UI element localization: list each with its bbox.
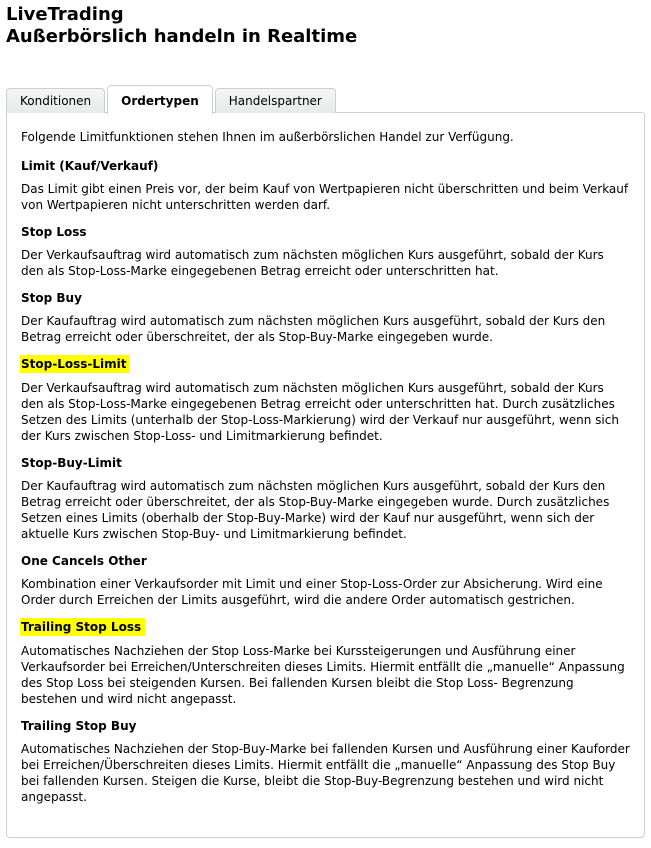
section-title: Stop Buy (21, 291, 82, 305)
section-title: One Cancels Other (21, 554, 147, 568)
section-stop-loss (21, 221, 630, 279)
section-stop-buy (21, 287, 630, 345)
section-trailing-stop-loss (21, 616, 630, 707)
section-limit (21, 155, 630, 213)
section-title: Stop-Buy-Limit (21, 456, 122, 470)
section-title-highlighted: Trailing Stop Loss (20, 618, 145, 636)
intro-text: Folgende Limitfunktionen stehen Ihnen im außerbörslichen Handel zur Verfügung. (21, 130, 514, 144)
tab-panel-ordertypen (6, 112, 645, 838)
section-text: Automatisches Nachziehen der Stop Loss-Marke bei Kurssteigerungen und Ausführung einer Verkaufsorder bei Erreichen/Unterschreiten dieses Limits. Hiermit entfällt die „manuelle“ Anpassung des Stop Loss bei steigenden Kursen. Bei fallenden Kursen bleibt die Stop Loss- Begrenzung bestehen und wird nicht angepasst. (21, 644, 625, 706)
section-text: Das Limit gibt einen Preis vor, der beim Kauf von Wertpapieren nicht überschritten und beim Verkauf von Wertpapieren nicht unterschritten werden darf. (21, 182, 629, 212)
page-title-line1: LiveTrading (6, 4, 124, 25)
section-text: Kombination einer Verkaufsorder mit Limit und einer Stop-Loss-Order zur Absicherung. Wird eine Order durch Erreichen der Limits ausgeführt, wird die andere Order automatisch gestrichen. (21, 577, 603, 607)
page-title (6, 4, 357, 48)
section-title: Stop Loss (21, 225, 87, 239)
section-text: Der Kaufauftrag wird automatisch zum nächsten möglichen Kurs ausgeführt, sobald der Kurs den Betrag erreicht oder überschreitet, der als Stop-Buy-Marke eingegeben wurde. Durch zusätzliches Setzen eines Limits (oberhalb der Stop-Buy-Marke) wird der Kauf nur ausgeführt, wenn sich der aktuelle Kurs zwischen Stop-Buy- und Limitmarkierung befindet. (21, 479, 610, 541)
tab-konditionen[interactable]: Konditionen (6, 88, 105, 113)
tab-bar (6, 84, 338, 113)
section-text: Automatisches Nachziehen der Stop-Buy-Marke bei fallenden Kursen und Ausführung einer Kauforder bei Erreichen/Überschreiten dieses Limits. Hiermit entfällt die „manuelle“ Anpassung des Stop Buy bei fallenden Kursen. Steigen die Kurse, bleibt die Stop-Buy-Begrenzung bestehen und wird nicht angepasst. (21, 742, 630, 804)
section-title: Trailing Stop Buy (21, 719, 137, 733)
section-text: Der Verkaufsauftrag wird automatisch zum nächsten möglichen Kurs ausgeführt, sobald der Kurs den als Stop-Loss-Marke eingegebenen Betrag erreicht oder unterschritten hat. (21, 248, 604, 278)
section-text: Der Kaufauftrag wird automatisch zum nächsten möglichen Kurs ausgeführt, sobald der Kurs den Betrag erreicht oder überschreitet, der als Stop-Buy-Marke eingegeben wurde. (21, 314, 606, 344)
section-one-cancels-other (21, 550, 630, 608)
page-title-line2: Außerbörslich handeln in Realtime (6, 26, 358, 47)
section-text: Der Verkaufsauftrag wird automatisch zum nächsten möglichen Kurs ausgeführt, sobald der Kurs den als Stop-Loss-Marke eingegebenen Betrag erreicht oder unterschritten hat. Durch zusätzliches Setzen des Limits (unterhalb der Stop-Loss-Markierung) wird der Verkauf nur ausgeführt, wenn sich der Kurs zwischen Stop-Loss- und Limitmarkierung befindet. (21, 381, 619, 443)
section-title: Limit (Kauf/Verkauf) (21, 159, 159, 173)
section-stop-loss-limit (21, 353, 630, 444)
section-title-highlighted: Stop-Loss-Limit (20, 355, 130, 373)
section-stop-buy-limit (21, 452, 630, 542)
tab-ordertypen[interactable]: Ordertypen (107, 85, 213, 114)
section-trailing-stop-buy (21, 715, 630, 805)
tab-handelspartner[interactable]: Handelspartner (215, 88, 336, 113)
